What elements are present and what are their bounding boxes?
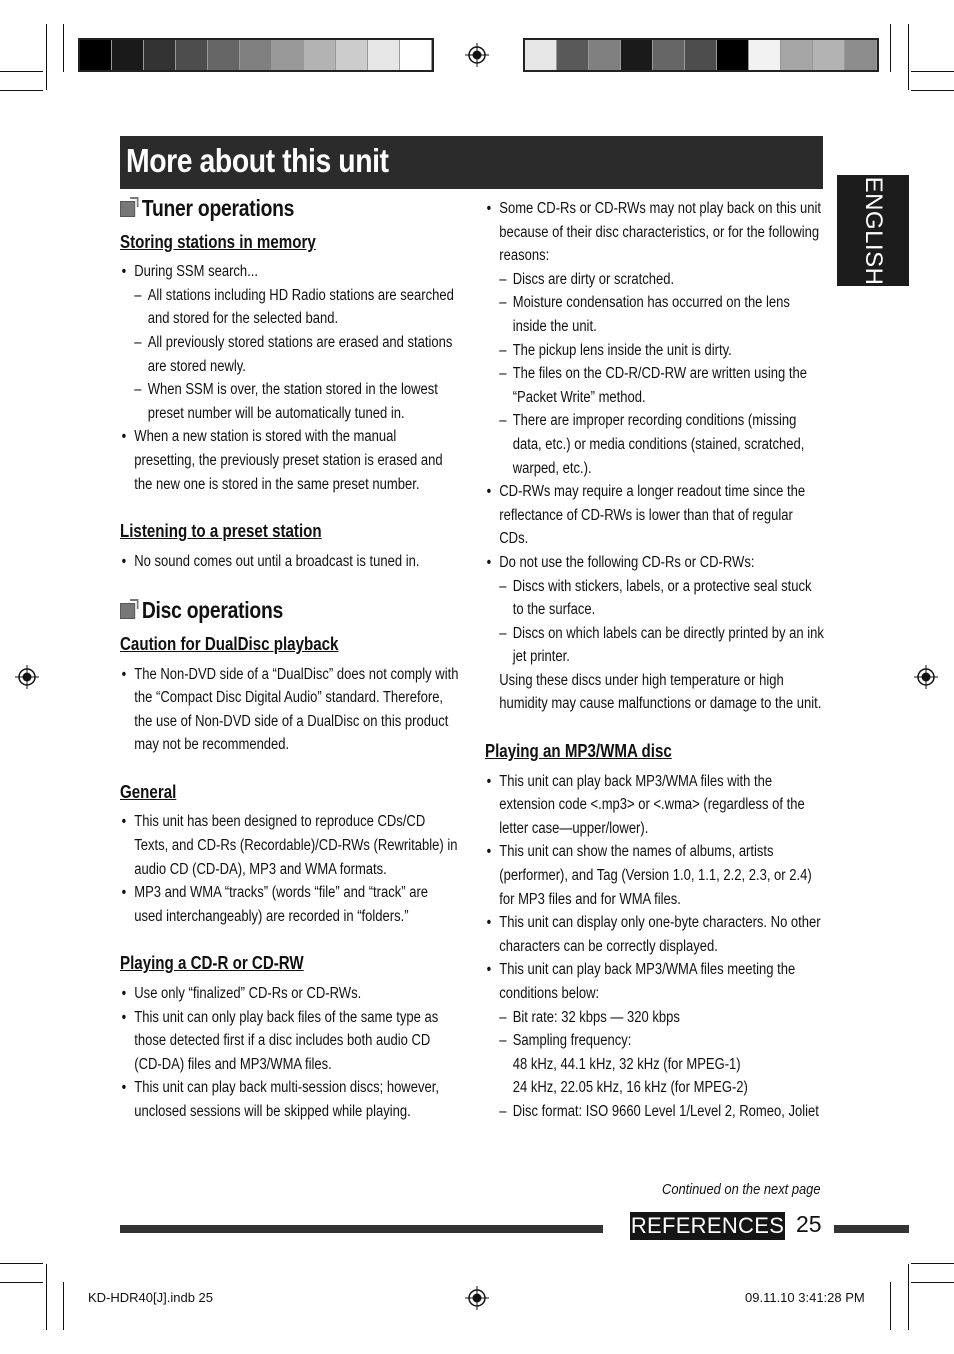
list-item: – All previously stored stations are erased and stations are stored newly. — [134, 331, 459, 378]
crop-mark — [63, 24, 64, 72]
footer-rule — [834, 1225, 909, 1233]
color-swatch — [368, 40, 400, 70]
color-swatch — [589, 40, 621, 70]
dash-list — [134, 284, 459, 426]
crop-mark — [890, 1282, 891, 1330]
color-swatch — [525, 40, 557, 70]
color-swatch — [685, 40, 717, 70]
color-swatch — [557, 40, 589, 70]
bullet-list — [120, 810, 459, 928]
color-swatch — [400, 40, 432, 70]
list-item: – The pickup lens inside the unit is dirty. — [499, 339, 824, 363]
subheading-dualdisc: Caution for DualDisc playback — [120, 633, 339, 654]
subheading-listening: Listening to a preset station — [120, 521, 322, 542]
color-swatch — [304, 40, 336, 70]
crop-mark — [908, 1264, 909, 1330]
list-item: • No sound comes out until a broadcast is tuned in. — [120, 550, 459, 574]
list-item: • This unit can show the names of albums, artists (performer), and Tag (Version 1.0, 1.1, 2.2, 2.3, or 2.4) for MP3 files and for WMA files. — [485, 840, 824, 911]
crop-mark — [908, 24, 909, 90]
color-swatch — [176, 40, 208, 70]
color-swatch — [80, 40, 112, 70]
color-swatch — [144, 40, 176, 70]
list-item: – All stations including HD Radio stations are searched and stored for the selected band. — [134, 284, 459, 331]
list-item: – Discs on which labels can be directly printed by an ink jet printer. — [499, 622, 824, 669]
crop-mark — [890, 24, 891, 72]
registration-mark-icon — [914, 665, 938, 689]
bullet-list — [120, 663, 459, 757]
list-item: – Bit rate: 32 kbps — 320 kbps — [499, 1006, 824, 1030]
crop-mark — [46, 1264, 47, 1330]
list-item: • This unit can play back multi-session discs; however, unclosed sessions will be skipped while playing. — [120, 1076, 459, 1123]
color-swatch — [781, 40, 813, 70]
right-column — [485, 197, 825, 1124]
crop-mark — [911, 1263, 954, 1264]
section-heading-tuner: Tuner operations — [120, 197, 459, 221]
section-heading-disc: Disc operations — [120, 599, 459, 623]
crop-mark — [0, 71, 43, 72]
language-tab — [837, 175, 909, 286]
color-swatch — [336, 40, 368, 70]
note-paragraph: Using these discs under high temperature or high humidity may cause malfunctions or damage to the unit. — [499, 671, 822, 713]
section-square-icon — [120, 603, 135, 619]
list-item: – Disc format: ISO 9660 Level 1/Level 2, Romeo, Joliet — [499, 1100, 824, 1124]
color-swatch — [813, 40, 845, 70]
bullet-list — [120, 982, 459, 1124]
subheading-mp3: Playing an MP3/WMA disc — [485, 741, 672, 762]
crop-mark — [911, 90, 954, 91]
crop-mark — [0, 1282, 43, 1283]
bullet-list — [485, 197, 824, 669]
list-item: • This unit can display only one-byte characters. No other characters can be correctly displayed. — [485, 911, 824, 958]
color-swatch — [272, 40, 304, 70]
dash-list — [499, 575, 824, 669]
list-item: • CD-RWs may require a longer readout time since the reflectance of CD-RWs is lower than that of regular CDs. — [485, 480, 824, 551]
color-swatch — [717, 40, 749, 70]
color-bar-left — [78, 38, 434, 72]
subheading-general: General — [120, 781, 177, 802]
crop-mark — [911, 1282, 954, 1283]
section-label: REFERENCES — [630, 1213, 785, 1238]
color-swatch — [112, 40, 144, 70]
list-item: – When SSM is over, the station stored in the lowest preset number will be automatically tuned in. — [134, 378, 459, 425]
bullet-list — [120, 550, 459, 574]
list-item: – The files on the CD-R/CD-RW are written using the “Packet Write” method. — [499, 362, 824, 409]
list-item: • Use only “finalized” CD-Rs or CD-RWs. — [120, 982, 459, 1006]
registration-mark-icon — [15, 665, 39, 689]
bullet-list — [485, 770, 824, 1124]
registration-mark-icon — [465, 43, 489, 67]
list-item: • MP3 and WMA “tracks” (words “file” and “track” are used interchangeably) are recorded in “folders.” — [120, 881, 459, 928]
list-item: – There are improper recording conditions (missing data, etc.) or media conditions (stained, scratched, warped, etc.). — [499, 409, 824, 480]
registration-mark-icon — [465, 1286, 489, 1310]
print-slug-file: KD-HDR40[J].indb 25 — [88, 1290, 213, 1305]
list-item: – Discs are dirty or scratched. — [499, 268, 824, 292]
color-swatch — [621, 40, 653, 70]
crop-mark — [46, 24, 47, 90]
subheading-cdr: Playing a CD-R or CD-RW — [120, 953, 304, 974]
bullet-list — [120, 260, 459, 496]
list-item: • This unit can only play back files of the same type as those detected first if a disc includes both audio CD (CD-DA) files and MP3/WMA files. — [120, 1006, 459, 1077]
dash-list — [499, 1006, 824, 1124]
list-item: • Do not use the following CD-Rs or CD-RWs: – Discs with stickers, labels, or a protective seal stuck to the surface. – Discs on which labels can be directly printed by an ink jet printer. — [485, 551, 824, 669]
list-item: – Discs with stickers, labels, or a protective seal stuck to the surface. — [499, 575, 824, 622]
dash-list — [499, 268, 824, 480]
crop-mark — [0, 1263, 43, 1264]
left-column — [120, 197, 460, 1124]
list-item: • When a new station is stored with the manual presetting, the previously preset station is erased and the new one is stored in the same preset number. — [120, 425, 459, 496]
list-item: • This unit has been designed to reproduce CDs/CD Texts, and CD-Rs (Recordable)/CD-RWs (Rewritable) in audio CD (CD-DA), MP3 and WMA formats. — [120, 810, 459, 881]
list-item: – Sampling frequency: 48 kHz, 44.1 kHz, 32 kHz (for MPEG-1) 24 kHz, 22.05 kHz, 16 kHz (for MPEG-2) — [499, 1029, 824, 1100]
continued-note: Continued on the next page — [662, 1181, 821, 1198]
subheading-storing: Storing stations in memory — [120, 231, 316, 252]
color-bar-right — [523, 38, 879, 72]
list-item: • Some CD-Rs or CD-RWs may not play back on this unit because of their disc characteristics, or for the following reasons: – Discs are dirty or scratched. – Moisture condensation has occurred on the lens inside the unit. – The pickup lens inside the unit is dirty. – The files on the CD-R/CD-RW are written using the “Packet Write” method. – There are improper recording conditions (missing data, etc.) or media conditions (stained, scratched, warped, etc.). — [485, 197, 824, 480]
list-item: • This unit can play back MP3/WMA files with the extension code <.mp3> or <.wma> (regardless of the letter case—upper/lower). — [485, 770, 824, 841]
list-item: • The Non-DVD side of a “DualDisc” does not comply with the “Compact Disc Digital Audio” standard. Therefore, the use of Non-DVD side of a DualDisc on this product may not be recommended. — [120, 663, 459, 757]
list-item: – Moisture condensation has occurred on the lens inside the unit. — [499, 291, 824, 338]
color-swatch — [208, 40, 240, 70]
page-number: 25 — [796, 1211, 822, 1237]
color-swatch — [653, 40, 685, 70]
crop-mark — [63, 1282, 64, 1330]
list-item: • This unit can play back MP3/WMA files meeting the conditions below: – Bit rate: 32 kbps — 320 kbps – Sampling frequency: 48 kHz, 44.1 kHz, 32 kHz (for MPEG-1) 24 kHz, 22.05 kHz, 16 kHz (for MPEG-2) – Disc format: ISO 9660 Level 1/Level 2, Romeo, Joliet — [485, 958, 824, 1123]
crop-mark — [0, 90, 43, 91]
print-slug-date: 09.11.10 3:41:28 PM — [745, 1290, 865, 1305]
color-swatch — [240, 40, 272, 70]
color-swatch — [845, 40, 877, 70]
section-square-icon — [120, 201, 135, 217]
page-title-bar — [120, 136, 823, 189]
crop-mark — [911, 71, 954, 72]
footer-rule — [120, 1225, 603, 1233]
language-tab-label: ENGLISH — [860, 176, 887, 285]
page-title: More about this unit — [126, 142, 389, 179]
list-item: • During SSM search... – All stations including HD Radio stations are searched and stored for the selected band. – All previously stored stations are erased and stations are stored newly. – When SSM is over, the station stored in the lowest preset number will be automatically tuned in. — [120, 260, 459, 425]
color-swatch — [749, 40, 781, 70]
